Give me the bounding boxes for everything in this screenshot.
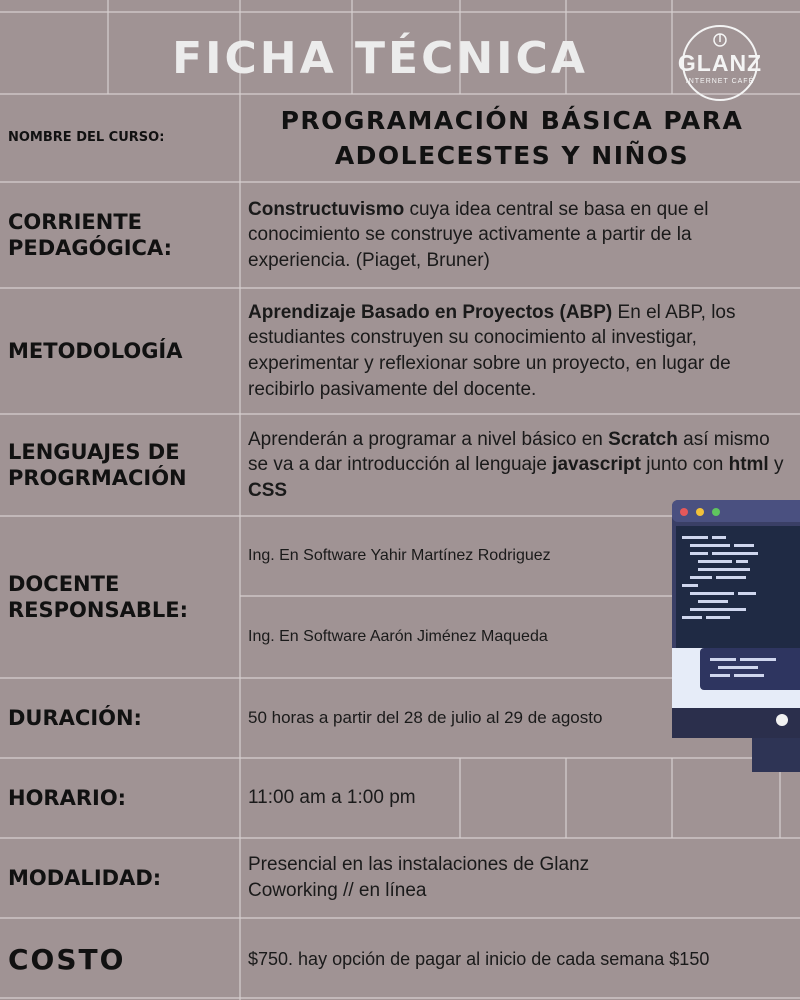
languages-text-3: junto con: [640, 454, 729, 476]
duration-label: DURACIÓN:: [8, 705, 142, 730]
cost-value: $750. hay opción de pagar al inicio de cada semana $150: [248, 948, 710, 969]
languages-javascript: javascript: [552, 454, 641, 476]
languages-html: html: [728, 454, 769, 476]
duration-value: 50 horas a partir del 28 de julio al 29 de agosto: [248, 707, 603, 727]
languages-text-1: Aprenderán a programar a nivel básico en: [248, 428, 609, 450]
methodology-bold: Aprendizaje Basado en Proyectos (ABP): [248, 301, 613, 323]
course-name-label: NOMBRE DEL CURSO:: [8, 129, 165, 145]
schedule-label: HORARIO:: [8, 785, 127, 810]
modality-label: MODALIDAD:: [8, 865, 162, 890]
languages-text-4: y: [768, 454, 784, 476]
teacher-1: Ing. En Software Yahir Martínez Rodriguez: [248, 547, 551, 565]
languages-text-2: así mismo se va a dar introducción al lenguaje: [248, 428, 770, 476]
page-title: FICHA TÉCNICA: [172, 32, 588, 84]
teachers-label: DOCENTE RESPONSABLE:: [8, 571, 188, 622]
methodology-text: En el ABP, los estudiantes construyen su conocimiento al investigar, experimentar y reflexionar sobre un proyecto, en lugar de recibirlo pasivamente del docente.: [248, 301, 736, 400]
logo-name: GLANZ: [677, 50, 763, 76]
monitor-illustration-icon: [670, 498, 800, 778]
cost-label: COSTO: [8, 942, 126, 976]
languages-label: LENGUAJES DE PROGRMACIÓN: [8, 439, 187, 490]
course-name-value: PROGRAMACIÓN BÁSICA PARA ADOLECESTES Y NIÑOS: [280, 106, 744, 170]
glanz-logo: [676, 22, 764, 104]
methodology-value: [248, 290, 788, 412]
modality-value: Presencial en las instalaciones de Glanz Coworking // en línea: [248, 854, 590, 901]
languages-scratch: Scratch: [608, 428, 678, 450]
pedagogy-bold: Constructuvismo: [248, 198, 405, 220]
pedagogy-label: CORRIENTE PEDAGÓGICA:: [8, 209, 173, 260]
logo-subtitle: INTERNET CAFÉ: [685, 78, 755, 85]
languages-css: CSS: [248, 479, 288, 501]
teacher-2: Ing. En Software Aarón Jiménez Maqueda: [248, 628, 548, 646]
methodology-label: METODOLOGÍA: [8, 338, 183, 363]
pedagogy-text: cuya idea central se basa en que el conocimiento se construye activamente a partir de la experiencia. (Piaget, Bruner): [248, 198, 709, 271]
pedagogy-value: [248, 184, 788, 286]
schedule-value: 11:00 am a 1:00 pm: [248, 787, 416, 809]
